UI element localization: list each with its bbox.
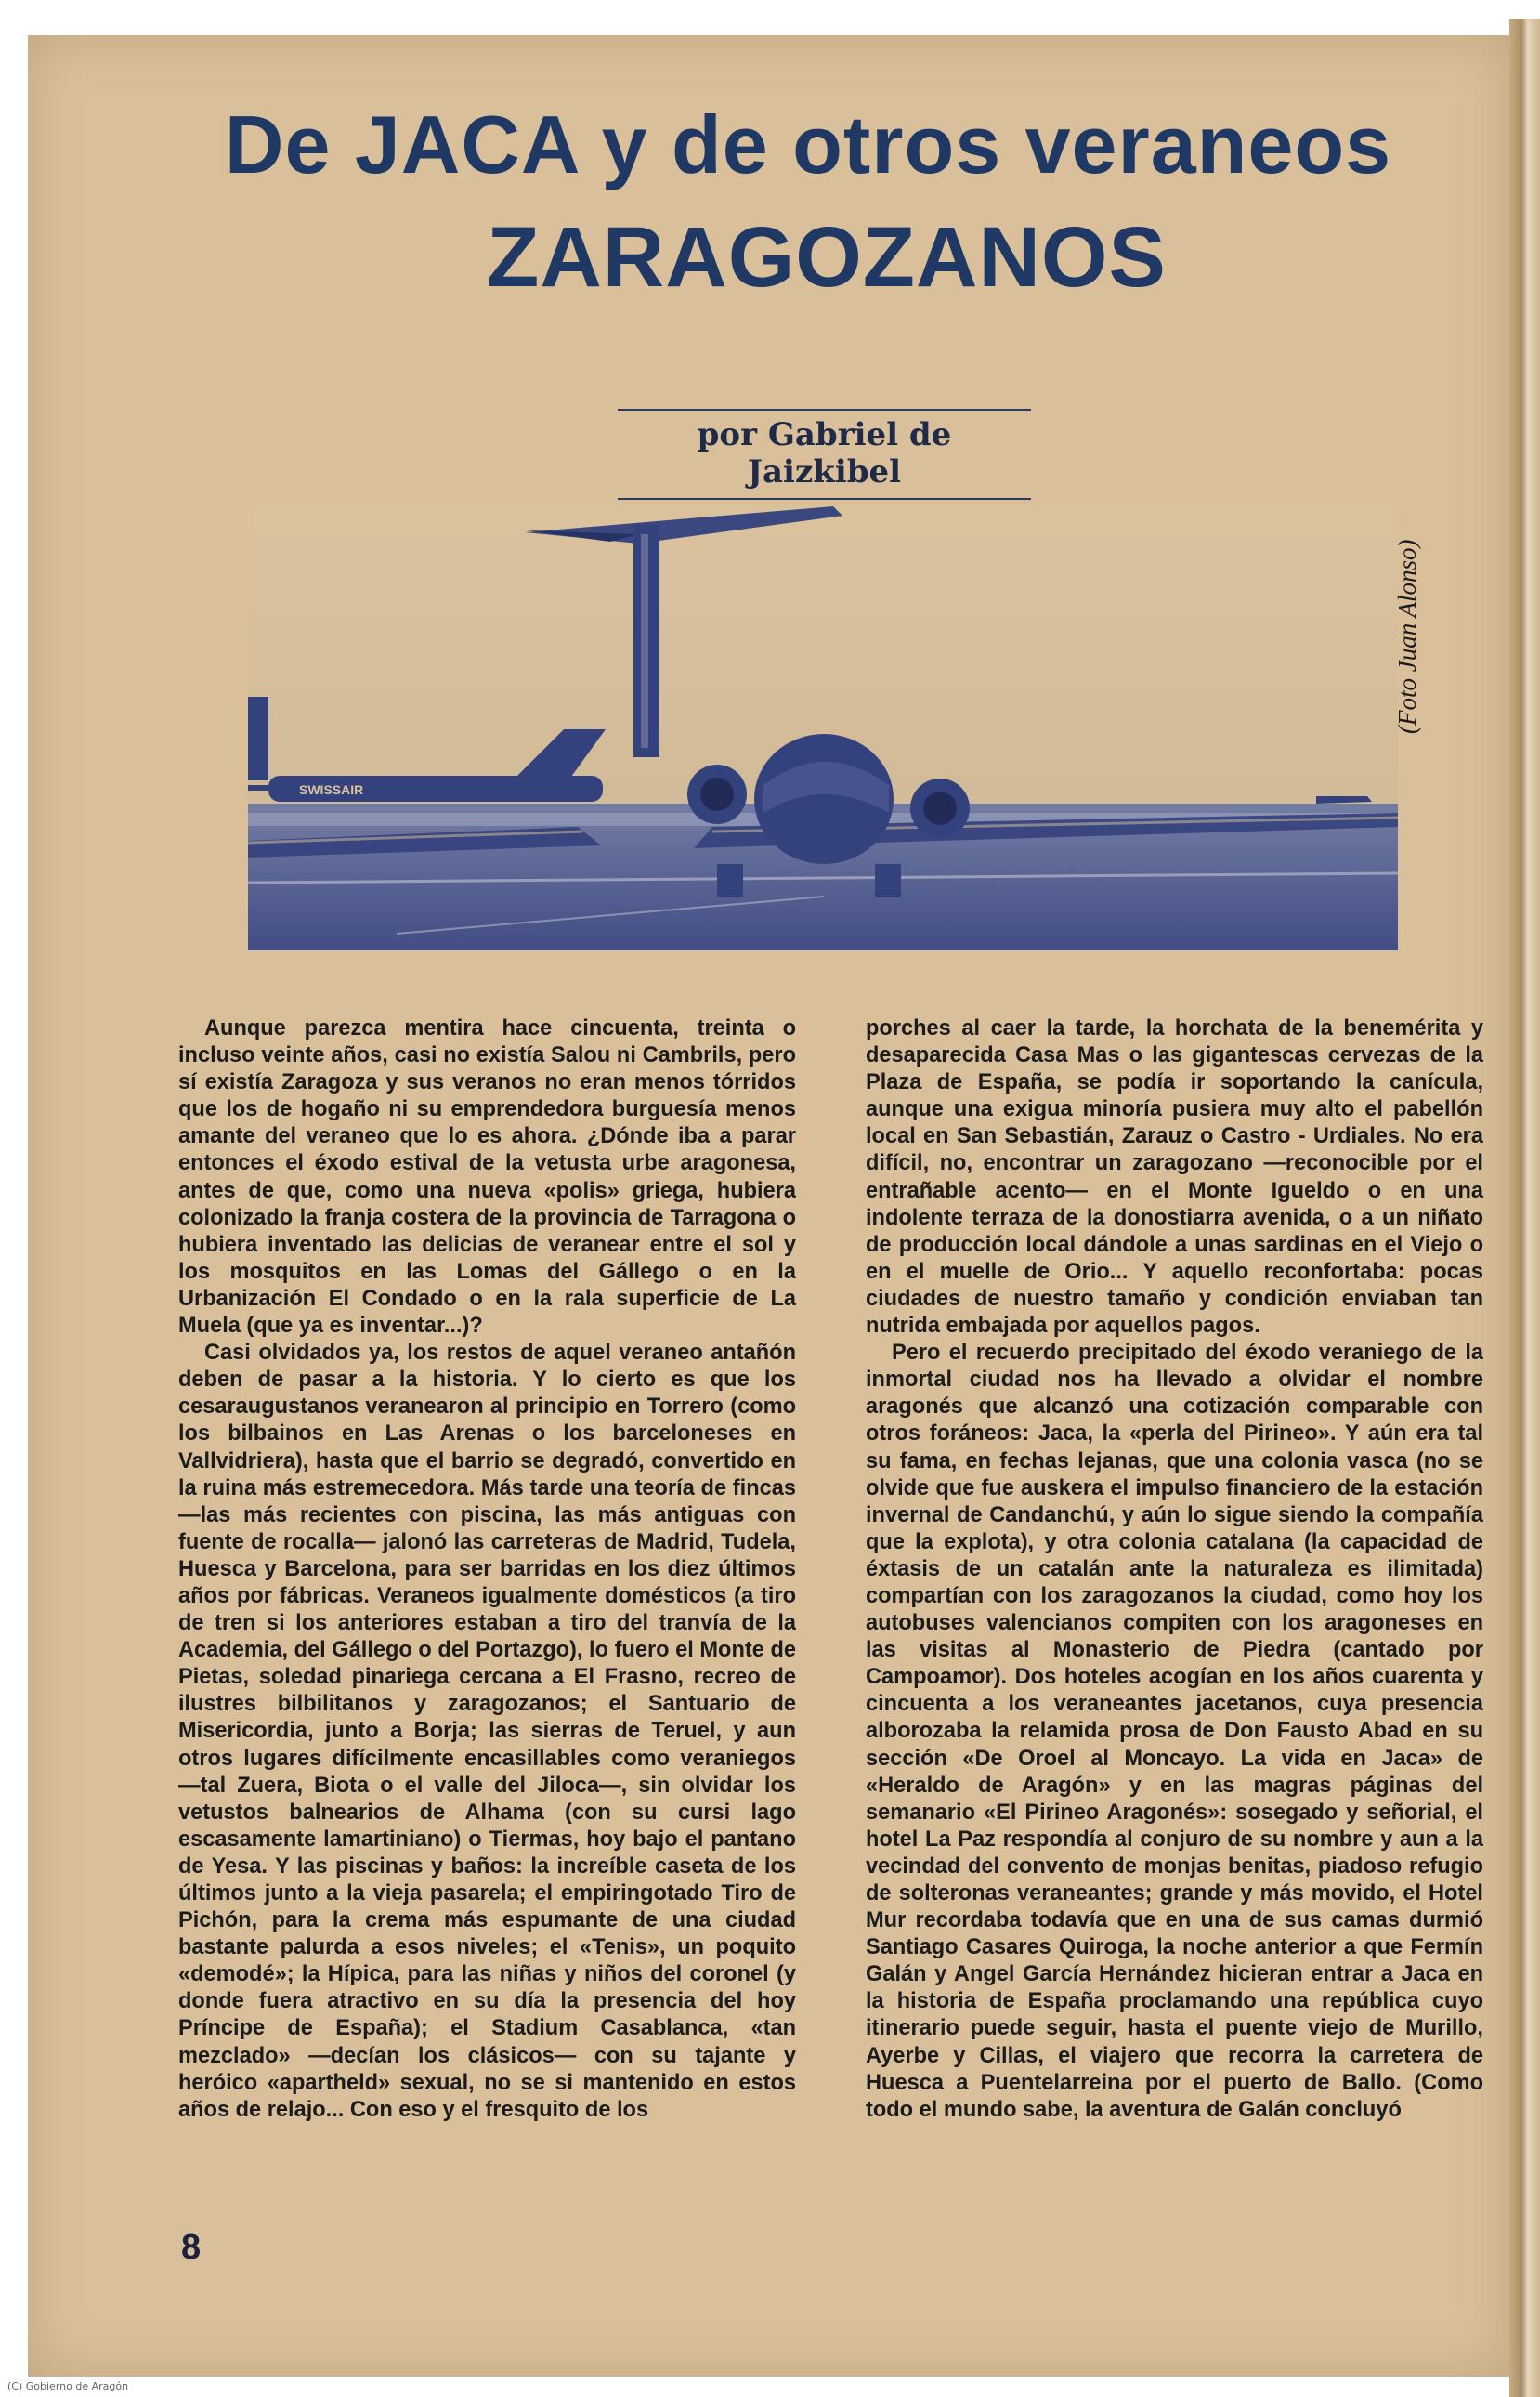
paragraph: Aunque parezca mentira hace cincuenta, treinta o incluso veinte años, casi no existía Salou ni Cambrils, pero sí existía Zaragoza y sus veranos no eran menos tórridos que los de hogaño ni su emprendedora burguesía menos amante del veraneo que lo es ahora. ¿Dónde iba a parar entonces el éxodo estival de la vetusta urbe aragonesa, antes de que, como una nueva «polis» griega, hubiera colonizado la franja costera de la provincia de Tarragona o hubiera inventado las delicias de veranear entre el sol y los mosquitos en las Lomas del Gállego o en la Urbanización El Condado o en la rala superficie de La Muela (que ya es inventar...)? <box>178 1016 796 1339</box>
paragraph: porches al caer la tarde, la horchata de la benemérita y desaparecida Casa Mas o las gigantescas cervezas de la Plaza de España, se podía ir soportando la canícula, aunque una exigua minoría pusiera muy alto el pabellón local en San Sebastián, Zarauz o Castro - Urdiales. No era difícil, no, encontrar un zaragozano —reconocible por el entrañable acento— en el Monte Igueldo o en una indolente terraza de la donostiarra avenida, o a un niñato de producción local dándole a unas sardinas en el Viejo o en el muelle de Orio... Y aquello reconfortaba: pocas ciudades de nuestro tamaño y condición enviaban tan nutrida embajada por aquellos pagos. <box>866 1016 1483 1339</box>
adjacent-page-edge <box>1509 19 1540 2397</box>
article-title-line-1: De JACA y de otros veraneos <box>224 98 1392 190</box>
article-title-line-2: ZARAGOZANOS <box>487 210 1167 305</box>
photo-credit: (Foto Juan Alonso) <box>1393 539 1421 734</box>
article-column-1 <box>178 1015 796 2207</box>
paragraph: Casi olvidados ya, los restos de aquel veraneo antañón deben de pasar a la historia. Y lo cierto es que los cesaraugustanos veranearon al principio en Torrero (como los bilbainos en Las Arenas o los barceloneses en Vallvidriera), hasta que el barrio se degradó, convertido en la ruina más estremecedora. Más tarde una teoría de fincas —las más recientes con piscina, las más antiguas con fuente de rocalla— jalonó las carreteras de Madrid, Tudela, Huesca y Barcelona, para ser barridas en los diez últimos años por fábricas. Veraneos igualmente domésticos (a tiro de tren si los anteriores estaban a tiro del tranvía de la Academia, del Gállego o del Portazgo), lo fuero el Monte de Pietas, soledad pinariega cercana a El Frasno, recreo de ilustres bilbilitanos y zaragozanos; el Santuario de Misericordia, junto a Borja; las sierras de Teruel, y aun otros lugares difícilmente encasillables como veraniegos —tal Zuera, Biota o el valle del Jiloca—, sin olvidar los vetustos balnearios de Alhama (con su cursi lago escasamente lamartiniano) o Tiermas, hoy bajo el pantano de Yesa. Y las piscinas y baños: la increíble caseta de los últimos junto a la vieja pasarela; el empiringotado Tiro de Pichón, para la crema más espumante de una ciudad bastante palurda a esos niveles; el «Tenis», un poquito «demodé»; la Hípica, para las niñas y niños del coronel (y donde fuera atractivo en su día la presencia del hoy Príncipe de España); el Stadium Casablanca, «tan mezclado» —decían los clásicos— con su tajante y heróico «apartheld» sexual, no se si mantenido en estos años de relajo... Con eso y el fresquito de los <box>178 1341 796 2122</box>
paragraph: Pero el recuerdo precipitado del éxodo veraniego de la inmortal ciudad nos ha llevado a olvidar el nombre aragonés que alcanzó una cotización comparable con otros foráneos: Jaca, la «perla del Pirineo». Y aún era tal su fama, en fechas lejanas, que una colonia vasca (no se olvide que fue auskera el impulso financiero de la estación invernal de Candanchú, y aún lo sigue siendo la compañía que la explota), y otra colonia catalana (la capacidad de éxtasis de un catalán ante la naturaleza es ilimitada) compartían con los zaragozanos la ciudad, como hoy los autobuses valencianos compiten con los aragoneses en las visitas al Monasterio de Piedra (cantado por Campoamor). Dos hoteles acogían en los años cuarenta y cincuenta a los veraneantes jacetanos, cuya presencia alborozaba la relamida prosa de Don Fausto Abad en su sección «De Oroel al Moncayo. La vida en Jaca» de «Heraldo de Aragón» y en las magras páginas del semanario «El Pirineo Aragonés»: sosegado y señorial, el hotel La Paz respondía al conjuro de su nombre y aun a la vecindad del convento de monjas benitas, piadoso refugio de solteronas veraneantes; grande y más movido, el Hotel Mur recordaba todavía que en una de sus camas durmió Santiago Casares Quiroga, la noche anterior a que Fermín Galán y Angel García Hernández hicieran entrar a Jaca en la historia de España proclamando una república cuyo itinerario puede seguir, hasta el puente viejo de Murillo, Ayerbe y Cillas, el viajero que recorra la carretera de Huesca a Puentelarreina por el puerto de Ballo. (Como todo el mundo sabe, la aventura de Galán concluyó <box>866 1341 1483 2122</box>
swissair-livery-text: SWISSAIR <box>299 782 364 797</box>
copyright-notice: (C) Gobierno de Aragón <box>7 2380 129 2392</box>
article-column-2 <box>866 1015 1483 2207</box>
airplane-photo <box>248 506 1398 950</box>
page-number: 8 <box>181 2228 202 2267</box>
article-byline: por Gabriel de Jaizkibel <box>618 409 1031 500</box>
